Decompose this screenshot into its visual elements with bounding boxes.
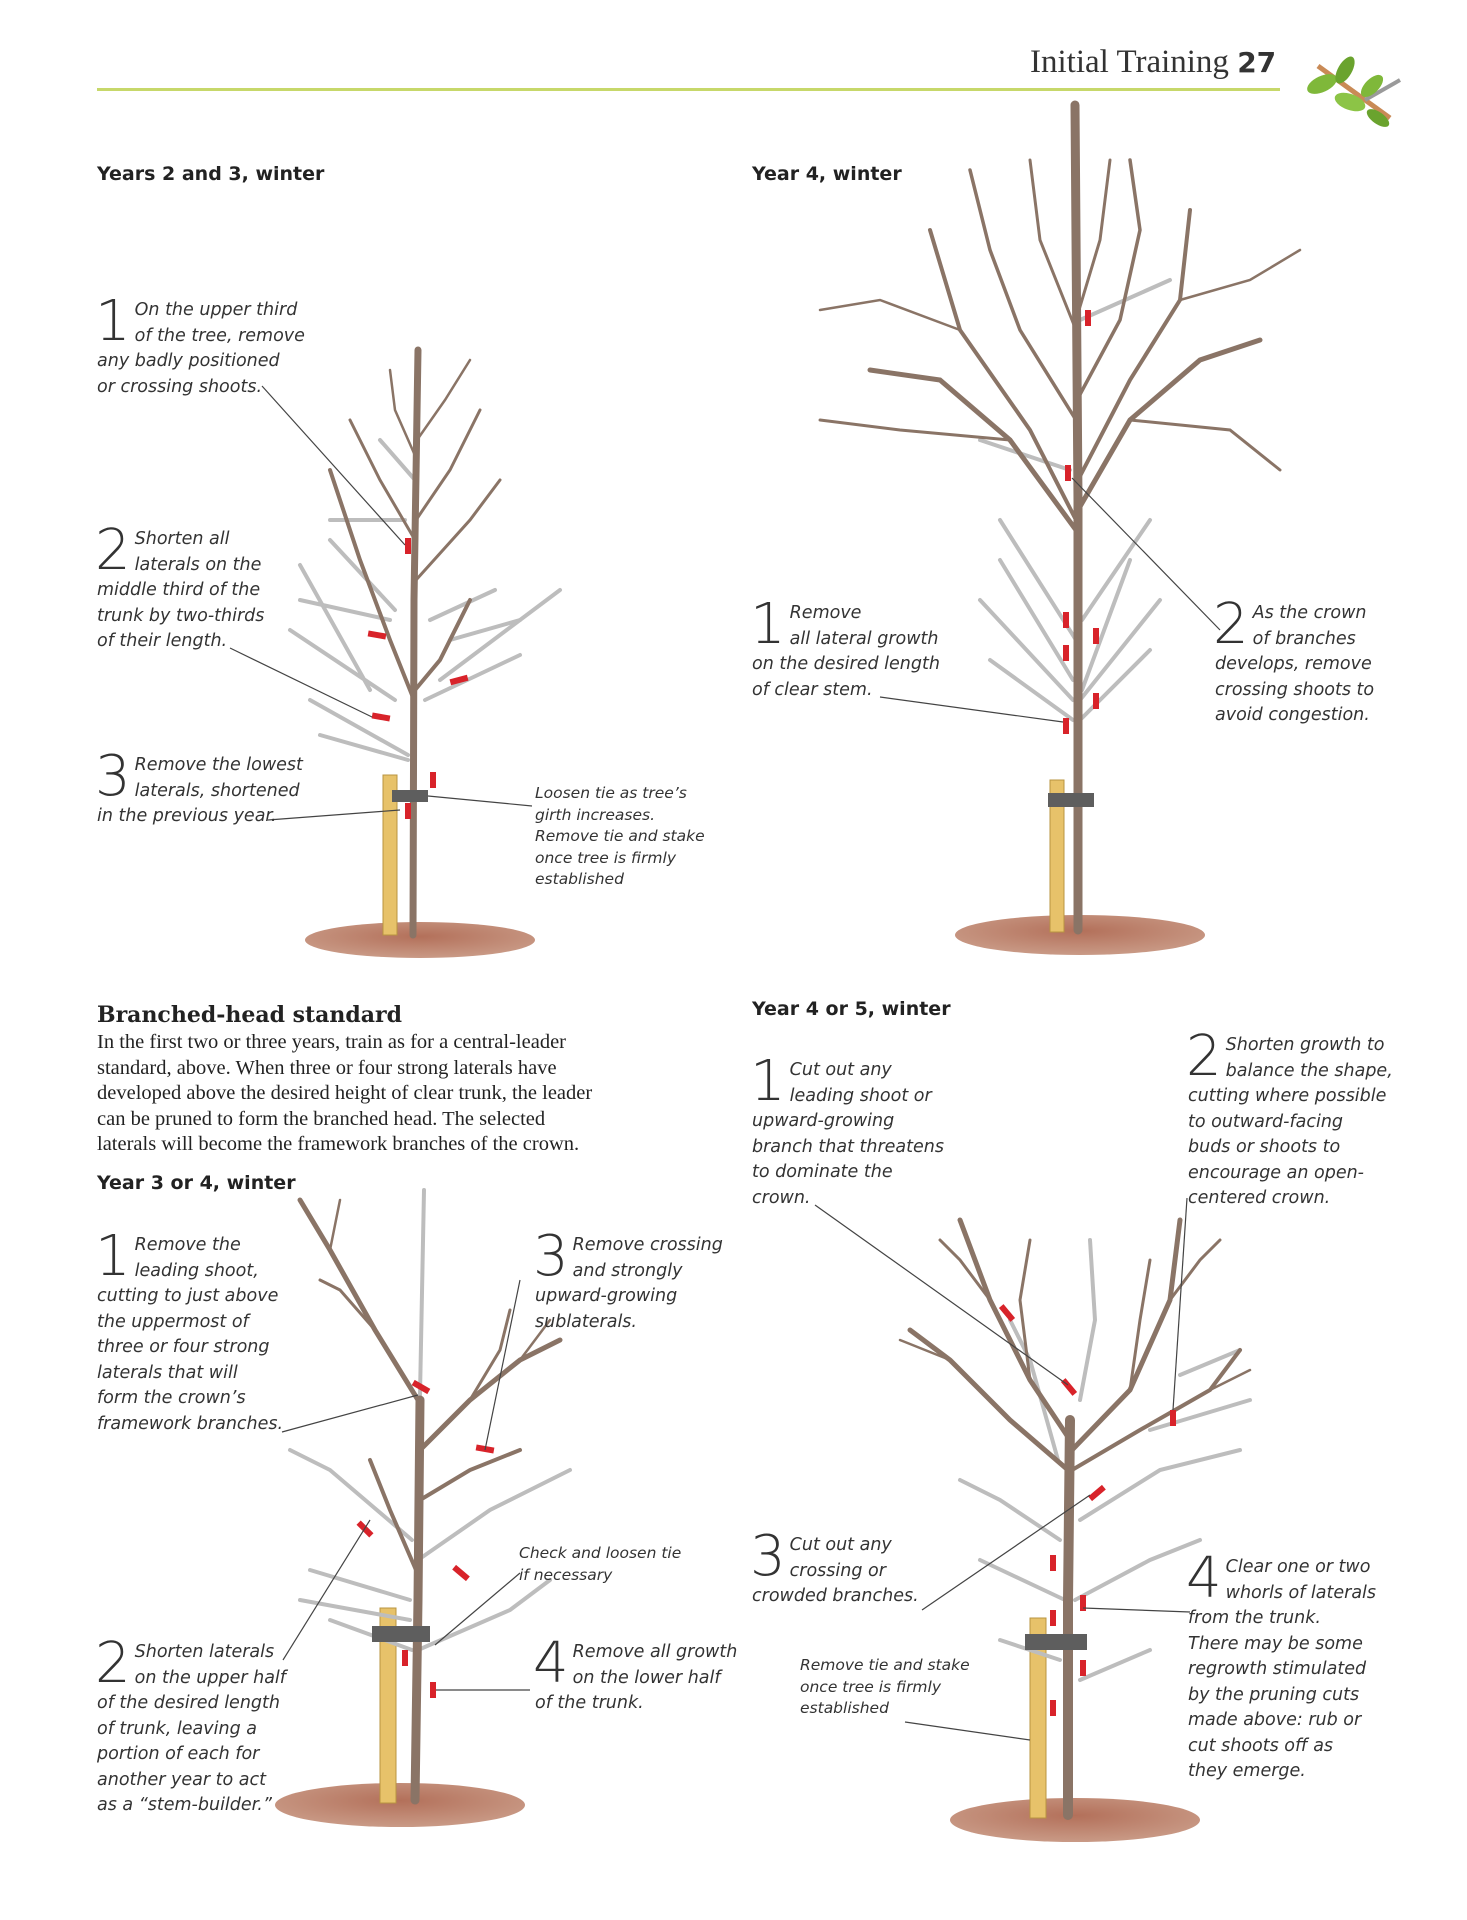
note-line: framework branches. — [97, 1413, 284, 1434]
note-line: encourage an open- — [1188, 1162, 1364, 1183]
note-a1 — [95, 289, 317, 400]
note-line: Remove the lowest — [134, 755, 303, 775]
note-line: on the desired length — [752, 654, 940, 674]
note-line: of branches — [1252, 628, 1356, 649]
note-line: from the trunk. — [1188, 1608, 1321, 1628]
note-line: Cut out any — [789, 1535, 892, 1555]
note-line: cutting where possible — [1188, 1086, 1387, 1106]
note-line: Shorten growth to — [1225, 1035, 1385, 1055]
body-line: developed above the desired height of clear trunk, the leader — [97, 1082, 593, 1104]
note-line: cutting to just above — [97, 1286, 279, 1306]
note-line: laterals, shortened — [134, 780, 300, 801]
note-line: Loosen tie as tree’s — [535, 784, 687, 802]
body-line: can be pruned to form the branched head. The selected — [97, 1107, 546, 1130]
section-years-2-3: Years 2 and 3, winter — [97, 163, 325, 185]
note-line: crossing shoots to — [1215, 679, 1375, 700]
note-line: on the lower half — [572, 1667, 721, 1688]
note-line: Remove — [789, 603, 862, 623]
note-c2 — [95, 1631, 307, 1819]
note-line: by the pruning cuts — [1188, 1684, 1360, 1705]
step-number: 1 — [750, 592, 786, 657]
note-line: On the upper third — [134, 300, 298, 320]
note-line: upward-growing — [752, 1111, 895, 1131]
note-d2 — [1186, 1024, 1428, 1212]
note-b2 — [1213, 592, 1415, 729]
note-line: to dominate the — [752, 1162, 893, 1182]
note-line: crowded branches. — [752, 1586, 919, 1606]
note-line: the uppermost of — [97, 1311, 249, 1332]
note-line: of the tree, remove — [134, 325, 305, 346]
note-line: Shorten laterals — [134, 1642, 275, 1662]
soil-mound — [305, 922, 535, 958]
note-d-tie — [800, 1655, 1000, 1720]
note-line: As the crown — [1252, 603, 1367, 623]
note-line: established — [535, 870, 624, 888]
note-line: of trunk, leaving a — [97, 1718, 257, 1739]
header-title: Initial Training — [1030, 44, 1229, 80]
note-a-tie — [535, 783, 725, 891]
note-line: branch that threatens — [752, 1136, 944, 1157]
section-year-4-or-5: Year 4 or 5, winter — [752, 998, 951, 1020]
step-number: 3 — [95, 744, 131, 809]
note-d3 — [750, 1524, 952, 1610]
note-line: of the trunk. — [535, 1693, 644, 1713]
step-number: 3 — [750, 1524, 786, 1589]
note-line: of their length. — [97, 631, 228, 651]
body-line: standard, above. When three or four strong laterals have — [97, 1056, 557, 1079]
note-line: or crossing shoots. — [97, 376, 263, 397]
step-number: 1 — [95, 1224, 131, 1289]
note-line: Remove tie and stake — [535, 827, 705, 845]
note-line: cut shoots off as — [1188, 1735, 1334, 1756]
soil-mound — [275, 1783, 525, 1827]
step-number: 2 — [1186, 1024, 1222, 1089]
note-line: Remove all growth — [572, 1642, 738, 1662]
soil-mound — [950, 1798, 1200, 1842]
note-line: on the upper half — [134, 1667, 286, 1688]
note-line: any badly positioned — [97, 351, 280, 371]
note-b1 — [750, 592, 972, 703]
note-c1 — [95, 1224, 307, 1437]
note-line: as a “stem-builder.” — [97, 1795, 272, 1815]
note-line: laterals on the — [134, 554, 262, 575]
tree-year-4-or-5 — [815, 1198, 1250, 1842]
note-line: buds or shoots to — [1188, 1137, 1341, 1157]
note-line: in the previous year. — [97, 806, 277, 826]
note-line: three or four strong — [97, 1337, 270, 1357]
note-line: leading shoot, — [134, 1260, 259, 1281]
note-line: all lateral growth — [789, 628, 939, 649]
note-line: form the crown’s — [97, 1388, 246, 1408]
tree-year-3-or-4 — [275, 1190, 570, 1827]
note-line: middle third of the — [97, 580, 261, 600]
note-line: avoid congestion. — [1215, 705, 1370, 725]
note-line: Remove tie and stake — [800, 1656, 970, 1674]
step-number: 2 — [95, 518, 131, 583]
note-line: crossing or — [789, 1560, 886, 1581]
note-a3 — [95, 744, 317, 830]
note-line: leading shoot or — [789, 1085, 932, 1106]
note-line: sublaterals. — [535, 1311, 637, 1332]
note-line: portion of each for — [97, 1744, 260, 1764]
note-line: they emerge. — [1188, 1761, 1306, 1781]
note-line: balance the shape, — [1225, 1060, 1393, 1081]
note-line: regrowth stimulated — [1188, 1659, 1367, 1679]
note-line: and strongly — [572, 1260, 683, 1281]
note-line: develops, remove — [1215, 654, 1372, 674]
note-d1 — [750, 1049, 982, 1211]
note-line: of clear stem. — [752, 679, 873, 700]
tree-year-4 — [820, 105, 1300, 955]
note-line: made above: rub or — [1188, 1710, 1362, 1730]
branched-head-heading: Branched-head standard — [97, 1002, 403, 1028]
step-number: 4 — [1186, 1546, 1222, 1611]
page-number: 27 — [1237, 46, 1277, 79]
note-line: crown. — [752, 1187, 811, 1208]
note-c3 — [533, 1224, 745, 1335]
note-line: to outward-facing — [1188, 1111, 1344, 1132]
note-line: of the desired length — [97, 1693, 280, 1713]
body-line: In the first two or three years, train as for a central-leader — [97, 1031, 566, 1053]
note-line: if necessary — [519, 1565, 613, 1584]
note-line: girth increases. — [535, 805, 656, 824]
step-number: 1 — [95, 289, 131, 354]
note-line: established — [800, 1699, 889, 1717]
note-line: upward-growing — [535, 1286, 678, 1306]
body-line: laterals will become the framework branches of the crown. — [97, 1133, 580, 1155]
leaf-sprig-icon — [1304, 54, 1400, 131]
note-line: once tree is firmly — [535, 848, 677, 867]
step-number: 4 — [533, 1631, 569, 1696]
note-line: trunk by two-thirds — [97, 605, 265, 626]
note-c-tie — [519, 1543, 709, 1586]
note-line: Remove crossing — [572, 1235, 723, 1255]
step-number: 2 — [95, 1631, 131, 1696]
note-line: Shorten all — [134, 529, 230, 549]
note-a2 — [95, 518, 317, 655]
note-line: centered crown. — [1188, 1188, 1331, 1208]
step-number: 1 — [750, 1049, 786, 1114]
note-line: another year to act — [97, 1769, 266, 1790]
note-line: whorls of laterals — [1225, 1582, 1377, 1603]
note-line: There may be some — [1188, 1633, 1363, 1654]
step-number: 2 — [1213, 592, 1249, 657]
note-d4 — [1186, 1546, 1428, 1785]
note-line: once tree is firmly — [800, 1677, 942, 1696]
note-line: Cut out any — [789, 1060, 892, 1080]
note-line: Clear one or two — [1225, 1557, 1371, 1577]
note-line: Check and loosen tie — [519, 1544, 682, 1562]
section-year-4: Year 4, winter — [752, 163, 902, 185]
note-line: laterals that will — [97, 1362, 238, 1383]
step-number: 3 — [533, 1224, 569, 1289]
note-line: Remove the — [134, 1235, 241, 1255]
section-year-3-or-4: Year 3 or 4, winter — [97, 1172, 296, 1194]
note-c4 — [533, 1631, 745, 1717]
